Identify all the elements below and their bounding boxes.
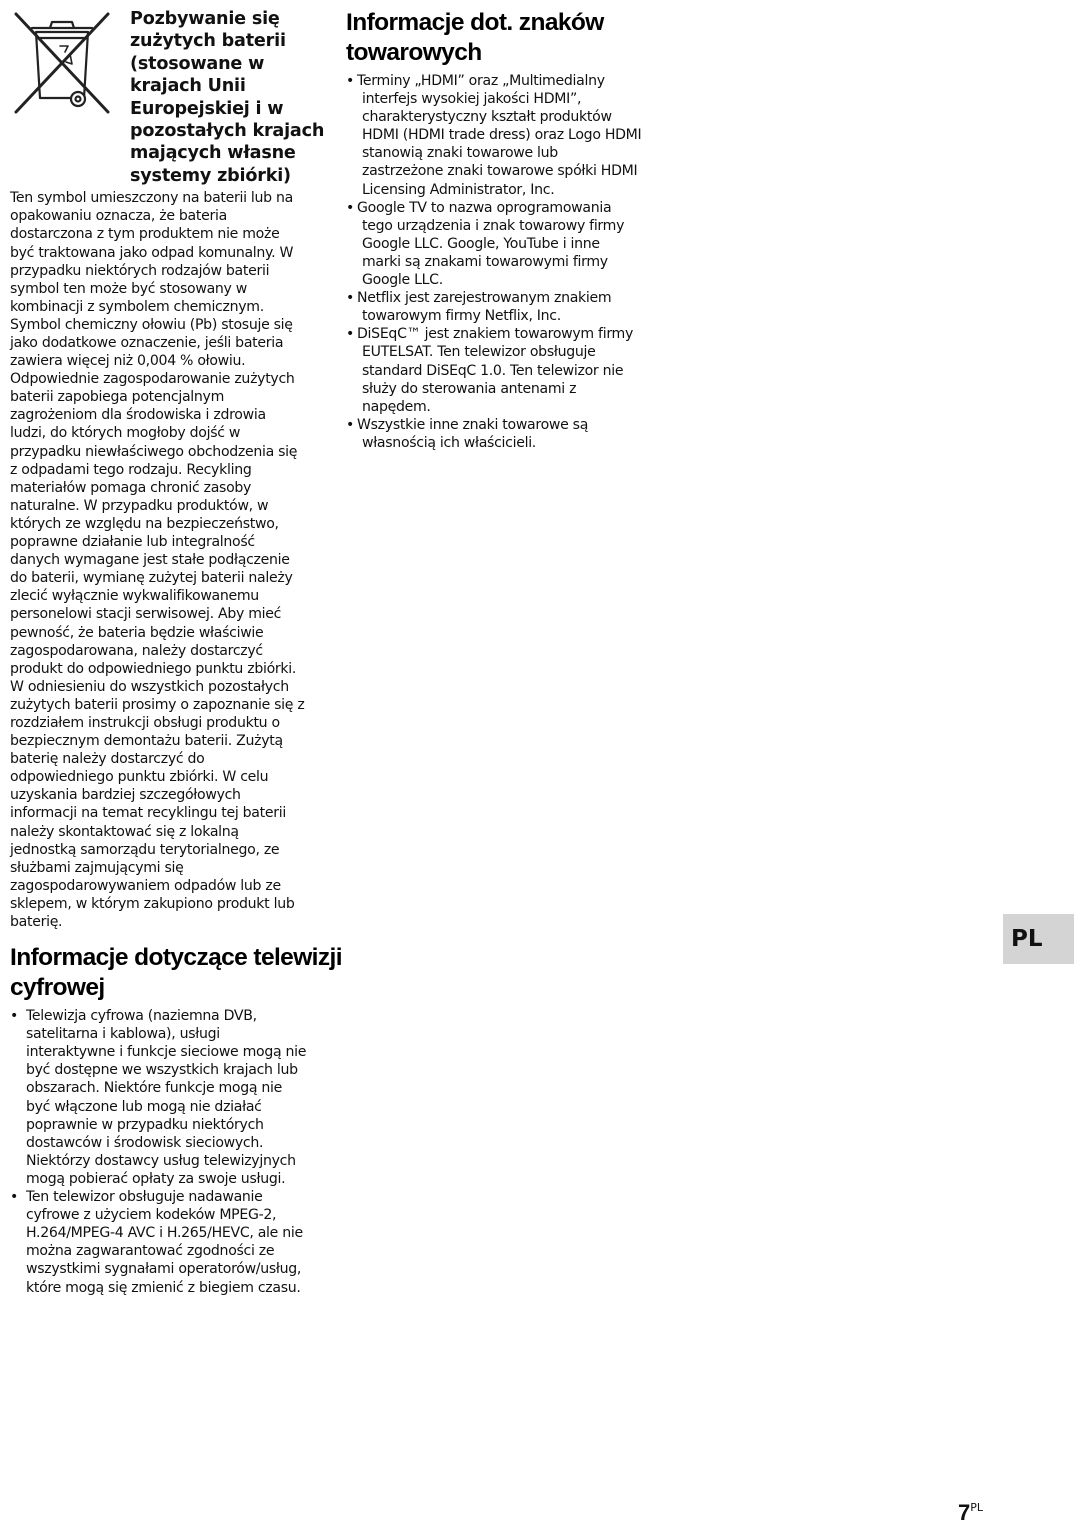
- bullet-dot: •: [346, 290, 355, 307]
- heading-line: zużytych baterii: [130, 31, 286, 52]
- text-line: zagospodarowana, należy dostarczyć: [10, 642, 263, 659]
- text-line: uzyskania bardziej szczegółowych: [10, 787, 241, 804]
- title-line: Informacje dotyczące telewizji: [10, 944, 342, 972]
- digital-tv-list: [10, 1007, 315, 1297]
- bullet-dot: •: [346, 199, 355, 216]
- text-line: zagrożeniom dla środowiska i zdrowia: [10, 407, 266, 424]
- list-item: [346, 289, 656, 325]
- text-line: W odniesieniu do wszystkich pozostałych: [10, 678, 289, 695]
- text-line: Google TV to nazwa oprogramowania: [357, 199, 612, 216]
- text-line: przypadku niektórych rodzajów baterii: [10, 262, 270, 279]
- text-line: danych wymagane jest stałe podłączenie: [10, 552, 290, 569]
- text-line: jednostką samorządu terytorialnego, ze: [10, 841, 280, 858]
- heading-line: krajach Unii: [130, 76, 246, 97]
- text-line: naturalne. W przypadku produktów, w: [10, 497, 269, 514]
- text-line: służy do sterowania antenami z: [362, 380, 577, 397]
- bullet-dot: •: [10, 1189, 19, 1206]
- text-line: produkt do odpowiedniego punktu zbiórki.: [10, 660, 297, 677]
- text-line: Netflix jest zarejestrowanym znakiem: [357, 290, 612, 307]
- text-line: symbol ten może być stosowany w: [10, 280, 248, 297]
- text-line: być traktowana jako odpad komunalny. W: [10, 244, 294, 261]
- list-item: [346, 199, 656, 289]
- text-line: kombinacji z symbolem chemicznym.: [10, 298, 264, 315]
- heading-line: Europejskiej i w: [130, 98, 284, 119]
- title-line: towarowych: [346, 39, 482, 66]
- text-line: wszystkimi sygnałami operatorów/usług,: [26, 1261, 302, 1278]
- trademark-list: [346, 72, 656, 452]
- text-line: bezpiecznym demontażu baterii. Zużytą: [10, 733, 283, 750]
- text-line: przypadku niewłaściwego obchodzenia się: [10, 443, 298, 460]
- text-line: być dostępne we wszystkich krajach lub: [26, 1062, 298, 1079]
- battery-disposal-heading: [130, 8, 325, 187]
- text-line: Google LLC.: [362, 272, 443, 289]
- text-line: rozdziałem instrukcji obsługi produktu o: [10, 714, 280, 731]
- text-line: zastrzeżone znaki towarowe spółki HDMI: [362, 163, 638, 180]
- text-line: Terminy „HDMI” oraz „Multimedialny: [357, 73, 605, 89]
- text-line: pewność, że bateria będzie właściwie: [10, 624, 264, 641]
- text-line: interfejs wysokiej jakości HDMI”,: [362, 91, 582, 108]
- text-line: DiSEqC™ jest znakiem towarowym firmy: [357, 326, 634, 343]
- text-line: można zagwarantować zgodności ze: [26, 1243, 275, 1260]
- title-line: cyfrowej: [10, 974, 105, 1002]
- digital-tv-section: [10, 943, 342, 1297]
- text-line: zawiera więcej niż 0,004 % ołowiu.: [10, 353, 246, 370]
- list-item: [346, 416, 656, 452]
- text-line: interaktywne i funkcje sieciowe mogą nie: [26, 1044, 307, 1061]
- left-column: [10, 8, 342, 1297]
- list-item: [346, 72, 656, 199]
- text-line: być włączone lub mogą nie działać: [26, 1098, 262, 1115]
- text-line: do baterii, wymianę zużytej baterii należy: [10, 570, 293, 587]
- trademark-section: [346, 8, 656, 452]
- text-line: których ze względu na bezpieczeństwo,: [10, 515, 279, 532]
- text-line: charakterystyczny kształt produktów: [362, 109, 612, 126]
- heading-line: Pozbywanie się: [130, 9, 280, 29]
- bullet-dot: •: [346, 416, 355, 433]
- list-item: [346, 325, 656, 415]
- text-line: własnością ich właścicieli.: [362, 434, 536, 451]
- list-item: [10, 1007, 315, 1188]
- text-line: Google LLC. Google, YouTube i inne: [362, 235, 600, 252]
- language-tab-label: PL: [1011, 926, 1043, 952]
- text-line: Niektórzy dostawcy usług telewizyjnych: [26, 1152, 296, 1169]
- text-line: ludzi, do których mogłoby dojść w: [10, 425, 241, 442]
- text-line: Ten symbol umieszczony na baterii lub na: [10, 190, 293, 207]
- text-line: poprawnie w przypadku niektórych: [26, 1116, 264, 1133]
- text-line: marki są znakami towarowymi firmy: [362, 253, 608, 270]
- text-line: Ten telewizor obsługuje nadawanie: [26, 1189, 263, 1206]
- text-line: obszarach. Niektóre funkcje mogą nie: [26, 1080, 283, 1097]
- digital-tv-title: [10, 943, 342, 1003]
- text-line: jako dodatkowe oznaczenie, jeśli bateria: [10, 335, 284, 351]
- page-number: [958, 1500, 983, 1526]
- crossed-out-wheelie-bin-icon: [10, 8, 114, 116]
- heading-line: (stosowane w: [130, 53, 265, 74]
- text-line: informacji na temat recyklingu tej baterii: [10, 805, 286, 822]
- text-line: materiałów pomaga chronić zasoby: [10, 479, 252, 496]
- text-line: Licensing Administrator, Inc.: [362, 181, 555, 198]
- text-line: towarowym firmy Netflix, Inc.: [362, 308, 561, 325]
- text-line: zużytych baterii prosimy o zapoznanie się z: [10, 696, 305, 713]
- text-line: Symbol chemiczny ołowiu (Pb) stosuje się: [10, 316, 293, 333]
- text-line: baterię.: [10, 914, 63, 930]
- text-line: Odpowiednie zagospodarowanie zużytych: [10, 371, 295, 388]
- text-line: stanowią znaki towarowe lub: [362, 145, 558, 162]
- text-line: napędem.: [362, 398, 431, 415]
- battery-disposal-paragraph: [10, 189, 315, 931]
- text-line: służbami zajmującymi się: [10, 859, 184, 876]
- heading-line: pozostałych krajach: [130, 121, 325, 142]
- text-line: HDMI (HDMI trade dress) oraz Logo HDMI: [362, 127, 642, 144]
- title-line: Informacje dot. znaków: [346, 9, 604, 36]
- trademark-title: [346, 8, 656, 68]
- list-item: [10, 1188, 315, 1297]
- text-line: należy skontaktować się z lokalną: [10, 823, 239, 840]
- text-line: Telewizja cyfrowa (naziemna DVB,: [26, 1008, 257, 1025]
- page-number-value: 7: [958, 1500, 971, 1525]
- heading-line: mających własne: [130, 143, 296, 164]
- text-line: baterię należy dostarczyć do: [10, 751, 205, 768]
- text-line: standard DiSEqC 1.0. Ten telewizor nie: [362, 362, 624, 379]
- battery-disposal-section: [10, 8, 325, 931]
- text-line: poprawne działanie lub integralność: [10, 534, 255, 551]
- text-line: opakowaniu oznacza, że bateria: [10, 208, 227, 225]
- text-line: personelowi stacji serwisowej. Aby mieć: [10, 606, 282, 623]
- language-tab: [1003, 914, 1074, 964]
- text-line: tego urządzenia i znak towarowy firmy: [362, 217, 625, 234]
- bullet-dot: •: [346, 73, 355, 89]
- text-line: cyfrowe z użyciem kodeków MPEG-2,: [26, 1207, 277, 1224]
- bullet-dot: •: [346, 326, 355, 343]
- text-line: sklepem, w którym zakupiono produkt lub: [10, 895, 295, 912]
- text-line: z odpadami tego rodzaju. Recykling: [10, 461, 252, 478]
- text-line: które mogą się zmienić z biegiem czasu.: [26, 1279, 301, 1296]
- text-line: zlecić wyłącznie wykwalifikowanemu: [10, 588, 259, 605]
- right-column: [346, 8, 656, 452]
- text-line: zagospodarowywaniem odpadów lub ze: [10, 877, 281, 894]
- page-number-suffix: PL: [970, 1501, 984, 1514]
- text-line: baterii zapobiega potencjalnym: [10, 389, 225, 406]
- text-line: odpowiedniego punktu zbiórki. W celu: [10, 769, 269, 786]
- text-line: mogą pobierać opłaty za swoje usługi.: [26, 1170, 286, 1187]
- text-line: dostarczona z tym produktem nie może: [10, 226, 280, 243]
- text-line: EUTELSAT. Ten telewizor obsługuje: [362, 344, 596, 361]
- text-line: satelitarna i kablowa), usługi: [26, 1026, 220, 1043]
- text-line: dostawców i środowisk sieciowych.: [26, 1134, 264, 1151]
- text-line: H.264/MPEG-4 AVC i H.265/HEVC, ale nie: [26, 1225, 303, 1242]
- bullet-dot: •: [10, 1008, 19, 1025]
- heading-line: systemy zbiórki): [130, 165, 291, 186]
- text-line: Wszystkie inne znaki towarowe są: [357, 416, 589, 433]
